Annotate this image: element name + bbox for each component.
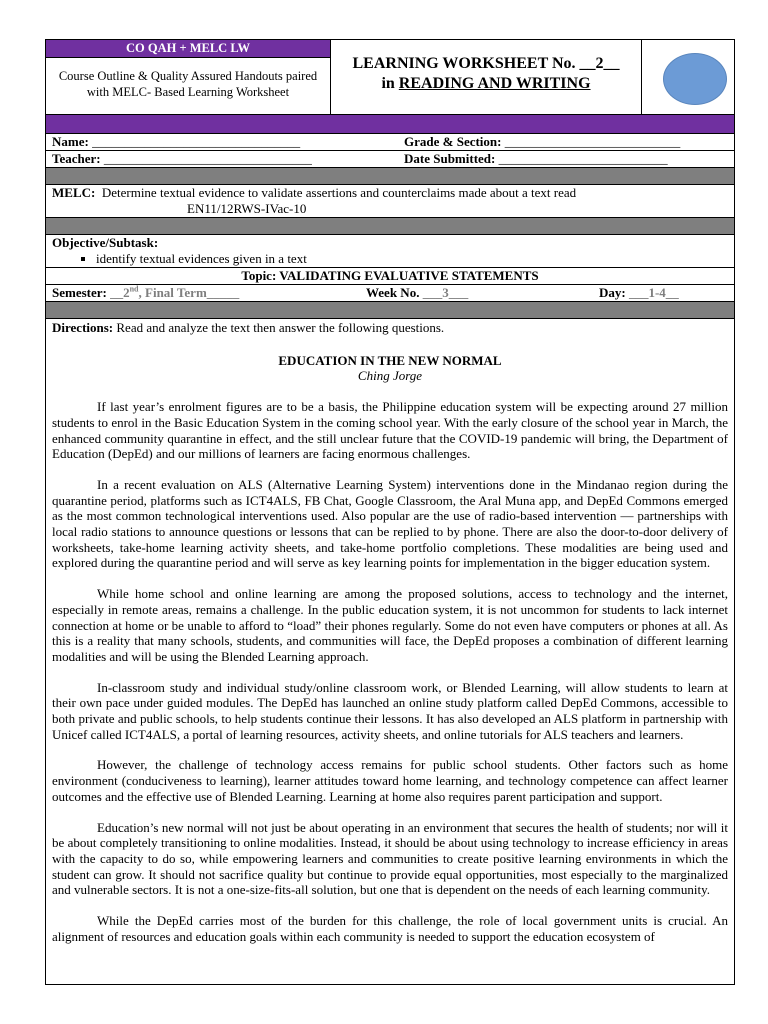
article-title: EDUCATION IN THE NEW NORMAL <box>278 352 502 368</box>
course-outline-box <box>46 40 331 114</box>
gray-divider-3 <box>46 302 734 319</box>
article-paragraph: While the DepEd carries most of the burden for this challenge, the role of local government units is crucial. An alignment of resources and education goals within each community is needed to support the education ecosystem of <box>52 913 728 944</box>
name-row <box>46 134 734 150</box>
day-value: ___1-4__ <box>628 285 679 300</box>
directions-label: Directions: <box>52 320 114 335</box>
melc-code: EN11/12RWS-IVac-10 <box>187 201 307 216</box>
teacher-field[interactable]: ________________________________ <box>103 151 312 166</box>
article-paragraph: Education’s new normal will not just be about operating in an environment that secures the health of students; nor will it be about completely transitioning to online modalities. Instead, it should be about using technology to increase efficiency in areas with the capacity to do so, while empowering learners and communities to create positive learning environments in which the student can grow. It should not sacrifice quality but continue to provide equal opportunities, most especially to the marginalized and vulnerable sectors. It is not a one-size-fits-all solution, but one that is dependent on the needs of each learning community. <box>52 819 728 898</box>
article-paragraph: In-classroom study and individual study/online classroom work, or Blended Learning, will allow students to learn at their own pace under guided modules. The DepEd has launched an online study platform called DepEd Commons, accessible to both private and public schools, to help students continue their lessons. It has also developed an ALS platform in partnership with Unicef called ICT4ALS, a portal of learning resources, activity sheets, and online tutorials for ALS teachers and learners. <box>52 679 728 742</box>
date-label: Date Submitted: <box>404 151 496 166</box>
melc-section <box>46 185 734 218</box>
logo-box <box>642 40 734 114</box>
gray-divider-1 <box>46 168 734 185</box>
directions-text: Read and analyze the text then answer the following questions. <box>116 320 445 335</box>
subject-prefix: in <box>381 75 395 92</box>
week-value: ___3___ <box>422 285 469 300</box>
worksheet-number: LEARNING WORKSHEET No. __2__ <box>352 55 620 72</box>
article-paragraph: While home school and online learning are among the proposed solutions, access to technology and the internet, especially in remote areas, remains a challenge. In the public education system, it is not uncommon for students to lack internet connection at home or be unable to afford to “load” their phones regularly. Some do not even have computers or phones at all. As this is a reality that many schools, students, and communities will face, the DepEd proposes a combination of different learning modalities and will be using the Blended Learning approach. <box>52 586 728 664</box>
schedule-row <box>46 285 734 302</box>
school-logo-icon <box>663 53 727 105</box>
melc-text: Determine textual evidence to validate assertions and counterclaims made about a text read <box>101 185 577 200</box>
objective-section <box>46 235 734 268</box>
name-label: Name: <box>52 134 89 149</box>
objective-list <box>52 251 728 267</box>
article-paragraph: However, the challenge of technology access remains for public school students. Other factors such as home environment (conduciveness to learning), learner attitudes toward home learning, and technology competence can affect learner outcomes and the effective use of Blended Learning. Learning at home also requires parent participation and support. <box>52 757 728 804</box>
gray-divider-2 <box>46 218 734 235</box>
worksheet-page <box>45 39 735 985</box>
subject-name: READING AND WRITING <box>398 75 591 92</box>
topic-heading: Topic: VALIDATING EVALUATIVE STATEMENTS <box>46 268 734 285</box>
semester-label: Semester: <box>52 285 107 300</box>
objective-label: Objective/Subtask: <box>52 235 159 250</box>
directions <box>52 320 728 336</box>
list-item: ▪ identify textual evidences given in a text <box>96 251 728 267</box>
melc-label: MELC: <box>52 185 96 200</box>
day-label: Day: <box>599 285 626 300</box>
name-field[interactable]: ________________________________ <box>92 134 301 149</box>
teacher-label: Teacher: <box>52 151 101 166</box>
purple-divider <box>46 115 734 134</box>
article-author: Ching Jorge <box>357 368 423 384</box>
grade-label: Grade & Section: <box>404 134 502 149</box>
course-banner: CO QAH + MELC LW <box>46 40 330 58</box>
article-paragraph: If last year’s enrolment figures are to be a basis, the Philippine education system will be expecting around 27 million students to enrol in the Basic Education System in the coming school year. With the early closure of the school year in March, the enhanced community quarantine in effect, and the still unclear future that the COVID-19 pandemic will bring, the Department of Education (DepEd) and our millions of learners are facing enormous challenges. <box>52 399 728 462</box>
date-field[interactable]: __________________________ <box>498 151 668 166</box>
worksheet-subject-line <box>331 74 641 94</box>
article-paragraph: In a recent evaluation on ALS (Alternative Learning System) interventions done in the Mindanao region during the quarantine period, platforms such as ICT4ALS, FB Chat, Google Classroom, the Aral Muna app, and DepEd Commons emerged as the most common technological interventions used. Also popular are the use of radio-based intervention — partnerships with local radio stations to announce questions or lessons that can be replied to by phone. There are also the door-to-door delivery of worksheets, take-home learning activity sheets, and take-home portfolio completions. These modalities are being used and explored during the quarantine period and will serve as key learning points for implementation in the bigger education system. <box>52 476 728 571</box>
grade-field[interactable]: ___________________________ <box>504 134 681 149</box>
worksheet-content <box>46 320 734 945</box>
teacher-row <box>46 150 734 167</box>
worksheet-title <box>331 40 642 114</box>
student-info <box>46 134 734 168</box>
course-description: Course Outline & Quality Assured Handouts paired with MELC- Based Learning Worksheet <box>58 69 318 99</box>
worksheet-header <box>46 40 734 115</box>
semester-value: __2nd, Final Term_____ <box>110 284 240 300</box>
week-label: Week No. <box>366 285 420 300</box>
